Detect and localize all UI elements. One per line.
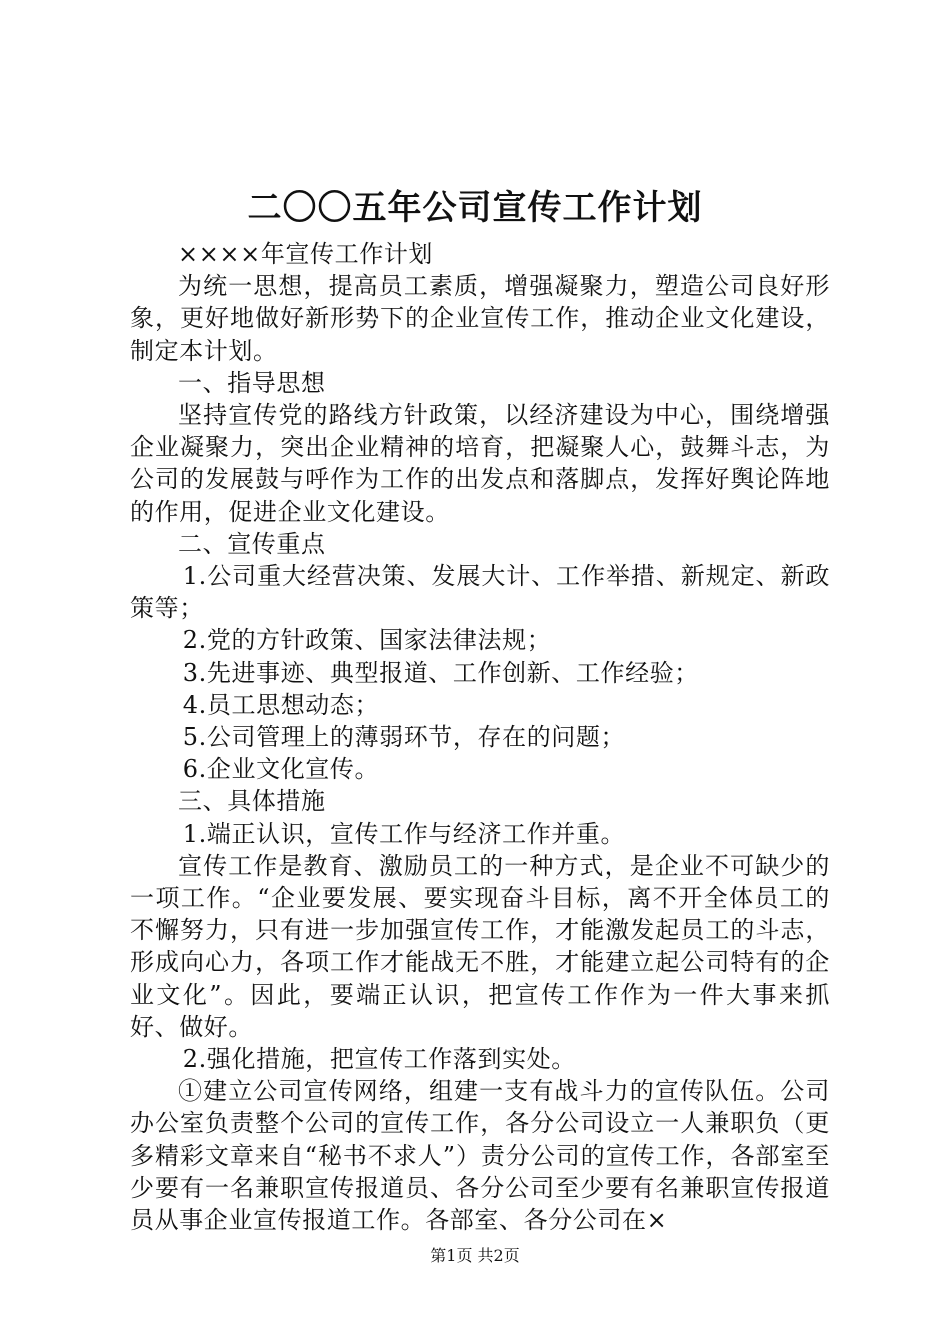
document-body bbox=[130, 238, 830, 1236]
list-item-focus-5: 5.公司管理上的薄弱环节，存在的问题； bbox=[182, 723, 626, 752]
list-item-focus-3: 3.先进事迹、典型报道、工作创新、工作经验； bbox=[182, 658, 699, 687]
section-heading-guiding-thought: 一、指导思想 bbox=[178, 368, 326, 397]
section-heading-measures: 三、具体措施 bbox=[178, 787, 326, 816]
paragraph-guiding-thought: 坚持宣传党的路线方针政策，以经济建设为中心，围绕增强企业凝聚力，突出企业精神的培育，把凝聚人心，鼓舞斗志，为公司的发展鼓与呼作为工作的出发点和落脚点，发挥好舆论阵地的作用，促进企业文化建设。 bbox=[130, 401, 830, 526]
paragraph-plan-heading: ××××年宣传工作计划 bbox=[178, 240, 434, 268]
paragraph-measure-2-detail: ①建立公司宣传网络，组建一支有战斗力的宣传队伍。公司办公室负责整个公司的宣传工作，各分公司设立一人兼职负（更多精彩文章来自“秘书不求人”）责分公司的宣传工作，各部室至少要有一名兼职宣传报道员、各分公司至少要有名兼职宣传报道员从事企业宣传报道工作。各部室、各分公司在× bbox=[130, 1077, 830, 1235]
list-item-measure-1: 1.端正认识，宣传工作与经济工作并重。 bbox=[182, 819, 626, 848]
section-heading-publicity-focus: 二、宣传重点 bbox=[178, 529, 326, 558]
list-item-focus-1: 1.公司重大经营决策、发展大计、工作举措、新规定、新政策等； bbox=[130, 562, 830, 623]
document-title: 二〇〇五年公司宣传工作计划 bbox=[247, 188, 703, 228]
list-item-measure-2: 2.强化措施，把宣传工作落到实处。 bbox=[182, 1045, 576, 1074]
page-footer: 第1页 共2页 bbox=[430, 1246, 520, 1265]
list-item-focus-2: 2.党的方针政策、国家法律法规； bbox=[182, 626, 552, 655]
paragraph-measure-1-detail: 宣传工作是教育、激励员工的一种方式，是企业不可缺少的一项工作。“企业要发展、要实现奋斗目标，离不开全体员工的不懈努力，只有进一步加强宣传工作，才能激发起员工的斗志，形成向心力，各项工作才能战无不胜，才能建立起公司特有的企业文化”。因此，要端正认识，把宣传工作作为一件大事来抓好、做好。 bbox=[130, 851, 830, 1041]
list-item-focus-6: 6.企业文化宣传。 bbox=[182, 755, 380, 784]
paragraph-intro: 为统一思想，提高员工素质，增强凝聚力，塑造公司良好形象，更好地做好新形势下的企业宣传工作，推动企业文化建设，制定本计划。 bbox=[130, 272, 830, 365]
list-item-focus-4: 4.员工思想动态； bbox=[182, 690, 380, 719]
